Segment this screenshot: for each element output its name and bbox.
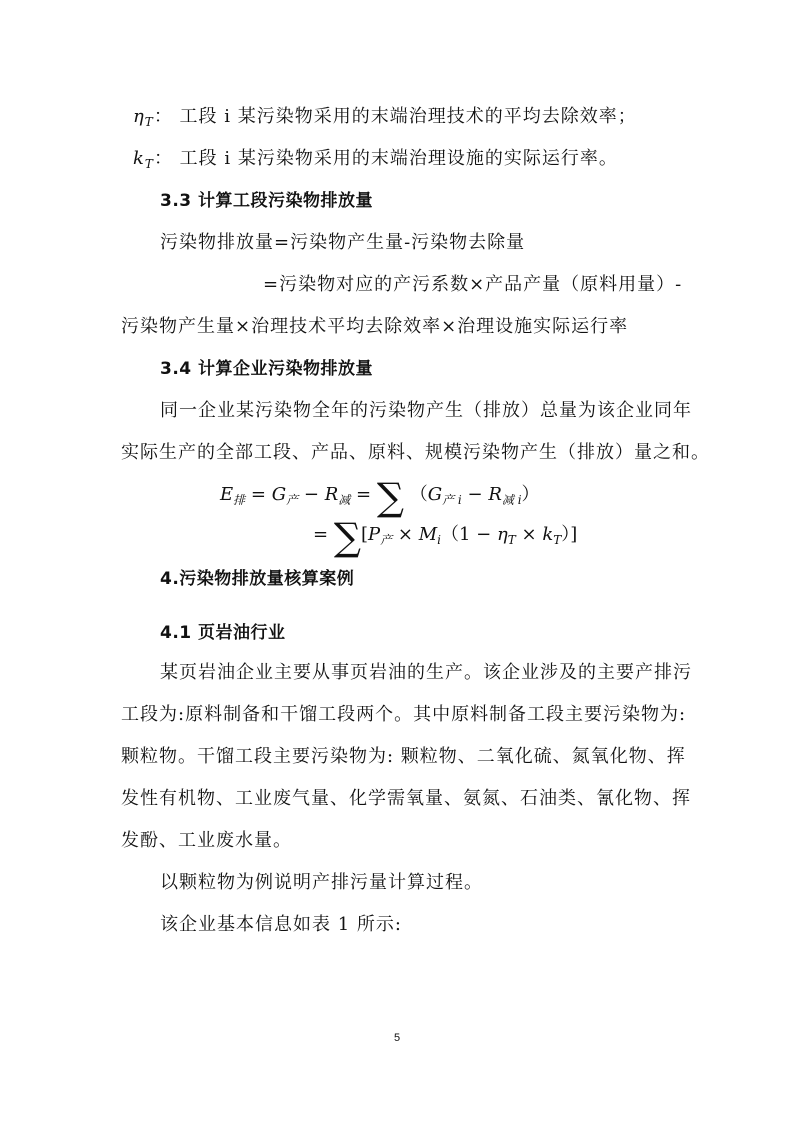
formula-minus-1: −	[303, 484, 319, 505]
formula-Gi: G	[427, 484, 443, 505]
section-4-1-line2: 工段为:原料制备和干馏工段两个。其中原料制备工段主要污染物为:	[121, 704, 687, 725]
section-4-1-line4: 发性有机物、工业废气量、化学需氧量、氨氮、石油类、氰化物、挥	[121, 788, 691, 809]
page-number: 5	[394, 1032, 401, 1044]
section-4-1-line3: 颗粒物。干馏工段主要污染物为: 颗粒物、二氧化硫、氮氧化物、挥	[121, 746, 686, 767]
formula-E-sub: 排	[233, 493, 246, 507]
formula-minus-2: −	[467, 484, 483, 505]
section-3-3-title: 3.3 计算工段污染物排放量	[160, 191, 374, 211]
formula-equals-3: =	[313, 524, 329, 545]
k-subscript: T	[144, 157, 154, 171]
k-definition-text: 工段 i 某污染物采用的末端治理设施的实际运行率。	[179, 148, 618, 169]
section-4-1-title: 4.1 页岩油行业	[160, 623, 286, 643]
section-3-3-line1: 污染物排放量=污染物产生量-污染物去除量	[160, 232, 526, 253]
formula-G: G	[271, 484, 287, 505]
definition-eta	[133, 104, 637, 135]
formula-Ri: R	[488, 484, 502, 505]
section-4-1-line1: 某页岩油企业主要从事页岩油的生产。该企业涉及的主要产排污	[160, 662, 692, 683]
section-3-3-line3: 污染物产生量×治理技术平均去除效率×治理设施实际运行率	[121, 316, 629, 337]
formula-sigma-2: ∑	[333, 515, 361, 559]
eta-subscript: T	[144, 115, 154, 129]
formula-line-1	[220, 475, 540, 519]
formula-line-2	[313, 515, 578, 559]
formula-bracket-open: [	[360, 524, 368, 545]
formula-k-sub: T	[553, 533, 562, 547]
formula-paren-close: ）	[521, 484, 540, 505]
formula-sigma-1: ∑	[376, 475, 404, 519]
section-3-4-title: 3.4 计算企业污染物排放量	[160, 359, 374, 379]
section-3-4-para-line1: 同一企业某污染物全年的污染物产生（排放）总量为该企业同年	[160, 400, 692, 421]
formula-eta: η	[496, 524, 508, 545]
formula-inner-open: （1 −	[440, 524, 497, 545]
formula-P-sub: 产	[380, 533, 393, 547]
eta-definition-text: 工段 i 某污染物采用的末端治理技术的平均去除效率；	[179, 106, 637, 127]
formula-inner-close: ）]	[561, 524, 578, 545]
section-3-3-line2: =污染物对应的产污系数×产品产量（原料用量）-	[263, 274, 683, 295]
formula-R-sub: 减	[338, 493, 351, 507]
section-4-1-table-ref: 该企业基本信息如表 1 所示:	[160, 914, 402, 935]
formula-Gi-sub: 产 i	[442, 493, 462, 507]
formula-G-sub: 产	[286, 493, 299, 507]
formula-M-sub: i	[437, 533, 441, 547]
section-4-title: 4.污染物排放量核算案例	[160, 569, 355, 589]
section-4-1-line5: 发酚、工业废水量。	[121, 830, 292, 851]
formula-M: M	[418, 524, 438, 545]
section-3-4-para-line2: 实际生产的全部工段、产品、原料、规模污染物产生（排放）量之和。	[121, 442, 710, 463]
formula-k: k	[542, 524, 554, 545]
formula-R: R	[324, 484, 339, 505]
formula-equals-2: =	[356, 484, 372, 505]
k-symbol: k	[133, 148, 145, 169]
formula-eta-sub: T	[507, 533, 516, 547]
formula-Ri-sub: 减 i	[501, 493, 522, 507]
section-4-1-example: 以颗粒物为例说明产排污量计算过程。	[160, 872, 483, 893]
k-colon: ：	[153, 148, 173, 169]
formula-paren-open: （	[409, 484, 428, 505]
formula-E: E	[220, 484, 234, 505]
eta-symbol: η	[133, 106, 145, 127]
formula-P: P	[368, 524, 381, 545]
formula-times-1: ×	[397, 524, 413, 545]
definition-k	[133, 146, 618, 177]
formula-times-2: ×	[521, 524, 537, 545]
formula-equals-1: =	[250, 484, 266, 505]
eta-colon: ：	[153, 106, 173, 127]
